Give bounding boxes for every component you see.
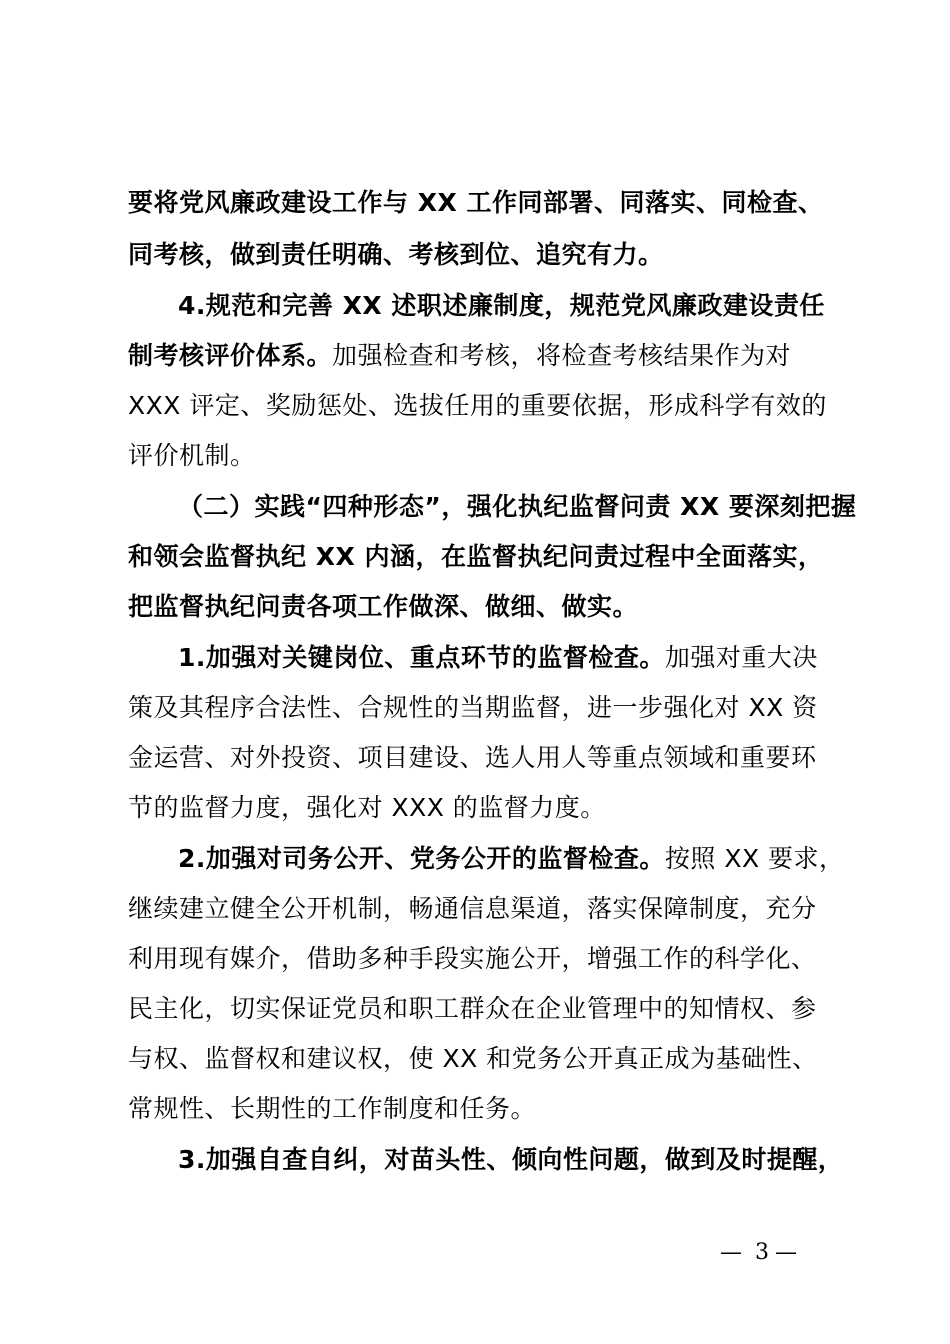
paragraph-line <box>178 1143 843 1177</box>
paragraph-line <box>128 791 606 825</box>
body-text: 与权、监督权和建议权，使 XX 和党务公开真正成为基础性、 <box>128 1044 818 1073</box>
body-text: 评价机制。 <box>128 441 256 470</box>
paragraph-line <box>178 490 856 524</box>
bold-text: 2.加强对司务公开、党务公开的监督检查。 <box>178 844 665 873</box>
paragraph-line <box>128 238 664 272</box>
paragraph-line <box>178 842 845 876</box>
paragraph-line <box>178 289 825 323</box>
body-text: 按照 XX 要求， <box>664 844 845 873</box>
body-text: XXX 评定、奖励惩处、选拔任用的重要依据，形成科学有效的 <box>128 391 827 420</box>
paragraph-line <box>128 992 817 1026</box>
paragraph-line <box>128 186 823 220</box>
body-text: 加强检查和考核，将检查考核结果作为对 <box>332 341 792 370</box>
paragraph-line <box>128 942 817 976</box>
paragraph-line <box>128 439 256 473</box>
paragraph-line <box>128 339 791 373</box>
body-text: 策及其程序合法性、合规性的当期监督，进一步强化对 XX 资 <box>128 693 818 722</box>
bold-text: （二）实践“四种形态”，强化执纪监督问责 XX 要深刻把握 <box>178 492 857 521</box>
bold-text: 同考核，做到责任明确、考核到位、追究有力。 <box>128 240 664 269</box>
bold-text: 制考核评价体系。 <box>128 341 333 370</box>
bold-text: 3.加强自查自纠，对苗头性、倾向性问题，做到及时提醒， <box>178 1145 844 1174</box>
paragraph-line <box>128 892 817 926</box>
footer-dash-right: — <box>775 1240 797 1265</box>
bold-text: 1.加强对关键岗位、重点环节的监督检查。 <box>178 643 665 672</box>
paragraph-line <box>128 1092 536 1126</box>
page-number: 3 <box>755 1240 769 1265</box>
paragraph-line <box>178 641 818 675</box>
body-text: 加强对重大决 <box>664 643 818 672</box>
paragraph-line <box>128 691 818 725</box>
body-text: 常规性、长期性的工作制度和任务。 <box>128 1094 537 1123</box>
body-text: 继续建立健全公开机制，畅通信息渠道，落实保障制度，充分 <box>128 894 817 923</box>
bold-text: 要将党风廉政建设工作与 XX 工作同部署、同落实、同检查、 <box>128 188 824 217</box>
paragraph-line <box>128 1042 818 1076</box>
body-text: 民主化，切实保证党员和职工群众在企业管理中的知情权、参 <box>128 994 817 1023</box>
paragraph-line <box>128 540 823 574</box>
paragraph-line <box>128 590 638 624</box>
body-text: 利用现有媒介，借助多种手段实施公开，增强工作的科学化、 <box>128 944 817 973</box>
paragraph-line <box>128 389 827 423</box>
bold-text: 和领会监督执纪 XX 内涵，在监督执纪问责过程中全面落实， <box>128 542 824 571</box>
body-text: 金运营、对外投资、项目建设、选人用人等重点领域和重要环 <box>128 743 817 772</box>
body-text: 节的监督力度，强化对 XXX 的监督力度。 <box>128 793 606 822</box>
footer-dash-left: — <box>720 1240 742 1265</box>
bold-text: 4.规范和完善 XX 述职述廉制度，规范党风廉政建设责任 <box>178 291 825 320</box>
paragraph-line <box>128 741 817 775</box>
bold-text: 把监督执纪问责各项工作做深、做细、做实。 <box>128 592 639 621</box>
